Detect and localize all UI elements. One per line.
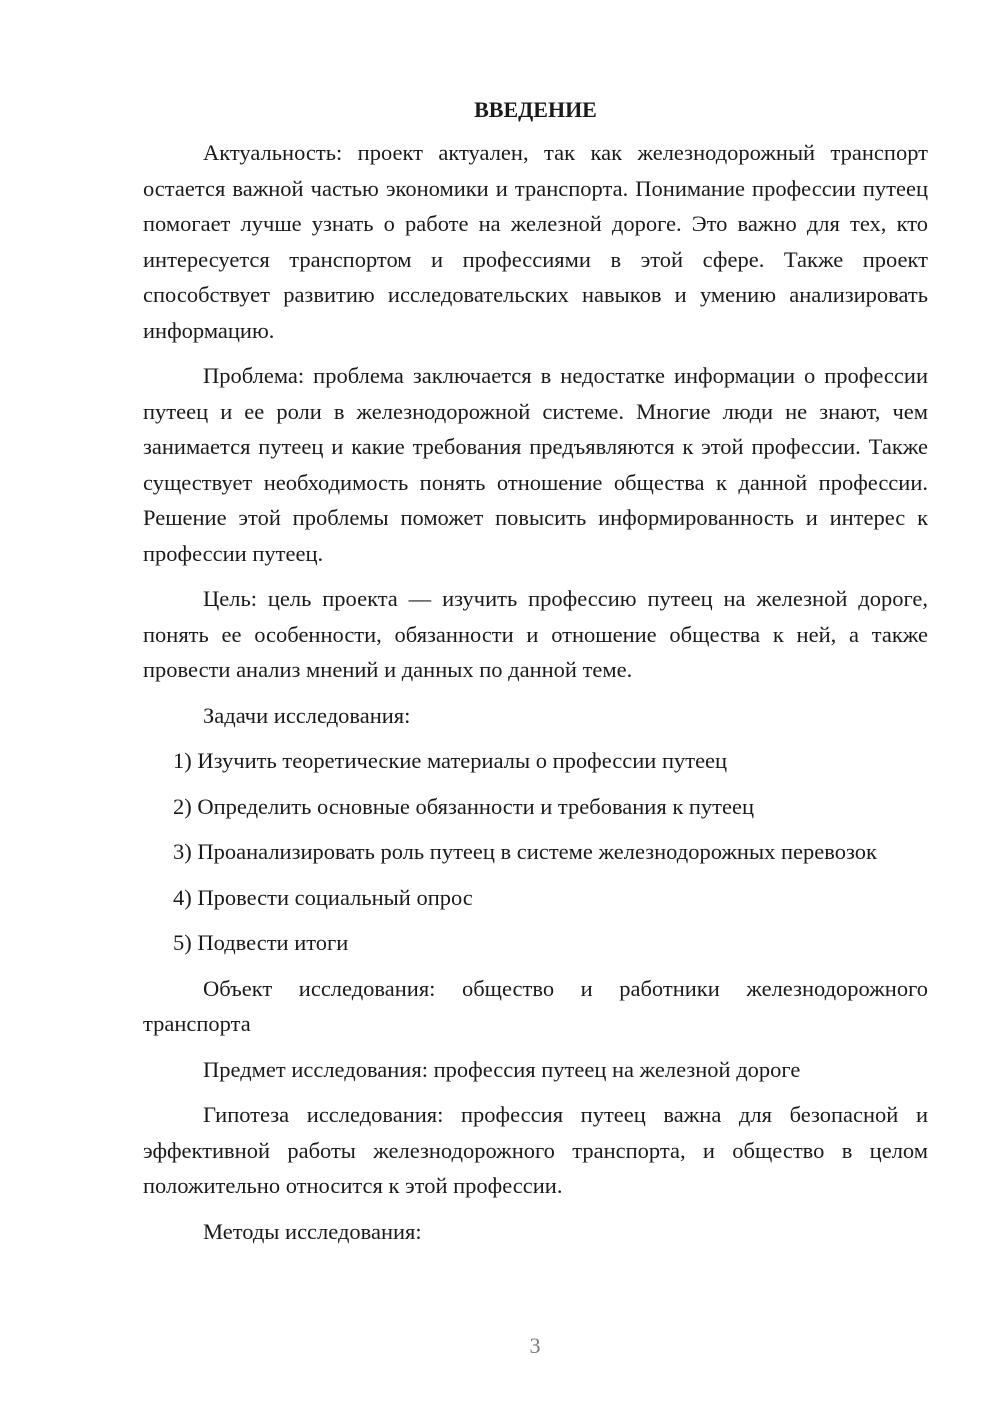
task-item: 1) Изучить теоретические материалы о профессии путеец — [173, 748, 728, 773]
task-item: 3) Проанализировать роль путеец в системе железнодорожных перевозок — [173, 839, 877, 864]
task-item: 2) Определить основные обязанности и требования к путеец — [173, 793, 755, 819]
paragraph-object: Объект исследования: общество и работники железнодорожного транспорта — [143, 975, 928, 1036]
page-title: ВВЕДЕНИЕ — [474, 97, 597, 122]
methods-heading: Методы исследования: — [203, 1218, 422, 1244]
paragraph-problem: Проблема: проблема заключается в недостатке информации о профессии путеец и ее роли в железнодорожной системе. Многие люди не знают, чем занимается путеец и какие требования предъявляются к этой профессии. Также существует необходимость понять отношение общества к данной профессии. Решение этой проблемы поможет повысить информированность и интерес к профессии путеец. — [143, 363, 928, 566]
task-item: 5) Подвести итоги — [173, 930, 349, 955]
task-item: 4) Провести социальный опрос — [173, 884, 473, 910]
paragraph-relevance: Актуальность: проект актуален, так как железнодорожный транспорт остается важной частью экономики и транспорта. Понимание профессии путеец помогает лучше узнать о работе на железной дороге. Это важно для тех, кто интересуется транспортом и профессиями в этой сфере. Также проект способствует развитию исследовательских навыков и умению анализировать информацию. — [143, 140, 928, 343]
paragraph-hypothesis: Гипотеза исследования: профессия путеец важна для безопасной и эффективной работы железнодорожного транспорта, и общество в целом положительно относится к этой профессии. — [143, 1102, 928, 1198]
paragraph-goal: Цель: цель проекта — изучить профессию путеец на железной дороге, понять ее особенности, обязанности и отношение общества к ней, а также провести анализ мнений и данных по данной теме. — [143, 586, 928, 682]
paragraph-subject: Предмет исследования: профессия путеец на железной дороге — [203, 1056, 801, 1082]
tasks-heading: Задачи исследования: — [203, 702, 411, 728]
page-content — [143, 95, 928, 1259]
page-number: 3 — [529, 1333, 541, 1358]
